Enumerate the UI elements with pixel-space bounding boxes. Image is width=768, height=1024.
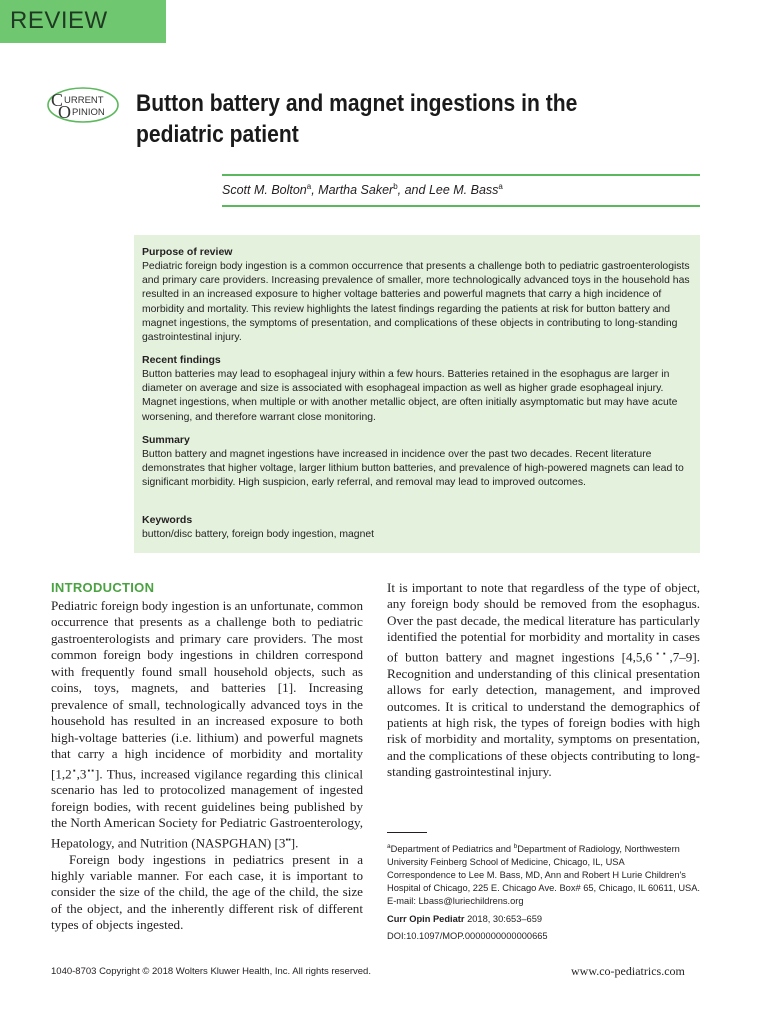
logo-letter-c: C: [51, 90, 64, 110]
affiliation-mark: a: [306, 182, 312, 191]
journal-citation: Curr Opin Pediatr 2018, 30:653–659: [387, 914, 543, 924]
author-name: Lee M. Bass: [428, 183, 499, 198]
abstract-keywords-text: button/disc battery, foreign body ingestion, magnet: [142, 529, 375, 540]
affiliation-mark: b: [393, 182, 398, 191]
title-divider: [222, 174, 700, 176]
doi-text: DOI:10.1097/MOP.0000000000000665: [387, 931, 548, 941]
abstract-purpose-text: Pediatric foreign body ingestion is a common occurrence that presents a challenge both to pediatric gastroenterologists and primary care providers. Increasing prevalence of smaller, more technologically advanced toys in the household has resulted in an increased exposure to higher voltage batteries and powerful magnets that carry a high incidence of morbidity and mortality. This review highlights the latest findings regarding the patients at risk for button battery and magnet ingestions, the symptoms of presentation, and complications of these objects in contributing to long-standing gastrointestinal injury.: [142, 261, 690, 344]
body-paragraph: Foreign body ingestions in pediatrics present in a highly variable manner. For each case, it is important to consider the size of the child, the age of the child, the size of the object, and the inherently different risk of different types of objects ingested.: [51, 851, 363, 933]
footnote-divider: [387, 832, 427, 833]
body-paragraph: Pediatric foreign body ingestion is an unfortunate, common occurrence that presents as a challenge both to pediatric gastroenterologists and primary care providers. The most common foreign body ingestions in children correspond with frequently found small household objects, such as coins, toys, magnets, and batteries [1]. Increasing prevalence of small, technologically advanced toys in the household has resulted in an increased exposure to both high-voltage batteries (i.e. lithium) and powerful magnets that carry a high incidence of morbidity and mortality [1,2▪,3▪▪]. Thus, increased vigilance regarding this clinical scenario has led to protocolized management of ingested foreign bodies, with recent guidelines being published by the North American Society for Pediatric Gastroenterology, Hepatology, and Nutrition (NASPGHAN) [3▪▪].: [51, 598, 363, 851]
article-title: Button battery and magnet ingestions in the pediatric patient: [136, 90, 578, 148]
section-tab: [0, 0, 166, 43]
author-list: [222, 182, 503, 197]
journal-url[interactable]: www.co-pediatrics.com: [571, 964, 685, 978]
author-name: Martha Saker: [318, 183, 394, 198]
current-opinion-logo: [46, 86, 120, 124]
left-column-body: [51, 598, 363, 934]
body-paragraph: It is important to note that regardless of the type of object, any foreign body should be removed from the esophagus. Over the past decade, the medical literature has particularly identified the potential for morbidity and mortality in cases of button battery and magnet ingestions [4,5,6▪▪,7–9]. Recognition and understanding of this clinical presentation allows for early detection, management, and improved outcomes. It is critical to understand the demographics of patients at high risk, the types of foreign bodies with high risk of morbidity and mortality, symptoms on presentation, and the complications of these objects contributing to long-standing gastrointestinal injury.: [387, 580, 700, 780]
correspondence-text: Correspondence to Lee M. Bass, MD, Ann and Robert H Lurie Children's Hospital of Chicago, 225 E. Chicago Ave. Box# 65, Chicago, IL 60611, USA. E-mail: Lbass@luriechildrens.org: [387, 870, 701, 906]
section-heading-introduction: INTRODUCTION: [51, 580, 155, 595]
affiliation-mark: a: [498, 182, 503, 191]
section-tab-label: REVIEW: [10, 7, 108, 34]
right-column-body: [387, 580, 700, 781]
abstract-summary-text: Button battery and magnet ingestions have increased in incidence over the past two decades. Recent literature demonstrates that higher voltage, larger lithium button batteries, and prevalence of high-powered magnets can lead to significant morbidity. High suspicion, early referral, and removal may lead to improved outcomes.: [142, 449, 684, 489]
logo-word-opinion: PINION: [72, 107, 105, 118]
author-separator: , and: [397, 183, 429, 198]
author-name: Scott M. Bolton: [222, 183, 307, 198]
authors-divider: [222, 205, 700, 207]
abstract-heading-purpose: Purpose of review: [142, 246, 233, 258]
abstract-heading-findings: Recent findings: [142, 354, 221, 366]
copyright-footer: 1040-8703 Copyright © 2018 Wolters Kluwer Health, Inc. All rights reserved.: [51, 966, 371, 977]
author-separator: ,: [311, 183, 319, 198]
abstract-heading-keywords: Keywords: [142, 514, 193, 526]
abstract-findings-text: Button batteries may lead to esophageal injury within a few hours. Batteries retained in the esophagus are larger in diameter on average and size is associated with esophageal impaction as well as higher grade esophageal injury. Magnet ingestions, when multiple or with another metallic object, are often initially asymptomatic but may have acute worsening, and therefore warrant close monitoring.: [142, 369, 678, 423]
abstract-heading-summary: Summary: [142, 434, 190, 446]
logo-letter-o: O: [58, 102, 71, 122]
affiliations-text: $^a$Department of Pediatrics and $^b$Department of Radiology, Northwestern University Feinberg School of Medicine, Chicago, IL, USA: [387, 843, 680, 868]
logo-word-current: URRENT: [64, 95, 104, 106]
